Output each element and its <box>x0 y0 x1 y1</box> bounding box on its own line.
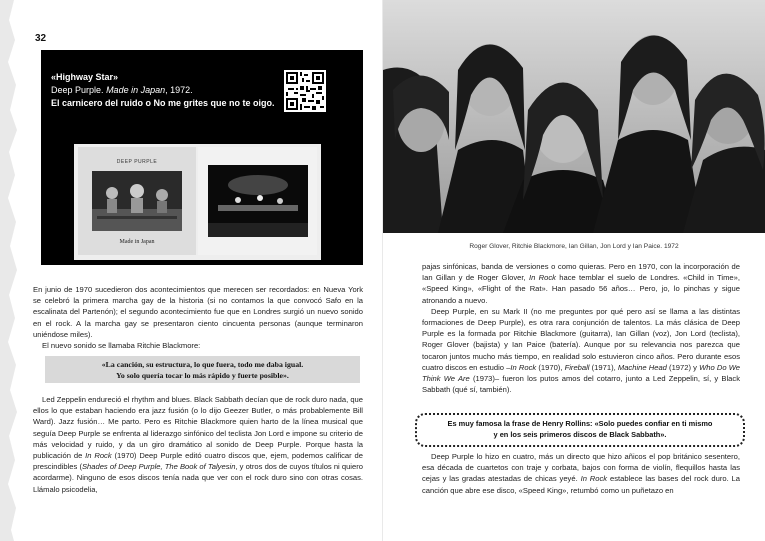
album-title-script: Made in Japan <box>119 239 155 245</box>
left-body-text-continued <box>33 394 363 495</box>
album-ref: Fireball <box>564 362 590 372</box>
left-page <box>0 0 382 541</box>
quote-line: «La canción, su estructura, lo que fuera, todo me daba igual. <box>101 360 304 369</box>
paragraph: En junio de 1970 sucedieron dos acontecimientos que merecen ser recordados: en Nueva York se celebró la primera marcha gay de la historia (si no contamos la que convocó Safo en la escalinata del Partenón); el segundo acontecimiento fue que en Londres surgió un nuevo sonido en el rock. A la marcha gay se presentaron ciento cincuenta personas (aunque terminaron uniéndose miles). <box>33 285 363 339</box>
torn-edge <box>0 0 22 541</box>
artist-name: Deep Purple. <box>51 85 104 95</box>
text-run: pajas sinfónicas, banda de versiones o como quieras. Pero en 1970, con la incorporación de Ian Gillan y de Roger Glover, <box>422 262 740 283</box>
paragraph <box>422 306 740 396</box>
album-ref: In Rock <box>85 451 112 461</box>
band-photo <box>383 0 765 233</box>
text-run: hace temblar el suelo de Londres. «Child in Time», «Speed King», «Flight of the Rat». Han pasado 56 años… Pero, jo, lo pinchas y sigue atronando a nuevo. <box>422 273 740 305</box>
music-box <box>41 50 363 265</box>
text-run: , y otros dos de cuyos títulos ni quiero acordarme). Ninguno de esos discos tenía nada que ver con el rock duro sino con otras cosas. Llámalo psicodelia, <box>33 462 363 494</box>
right-page <box>383 0 765 541</box>
album-ref: In Rock <box>510 362 537 372</box>
highlight-line: Es muy famosa la frase de Henry Rollins: «Solo puedes confiar en ti mismo <box>447 419 713 428</box>
album-ref: In Rock <box>528 273 556 283</box>
album-ref: Who Do We Think We Are <box>422 362 740 384</box>
qr-code-graphic <box>284 70 326 112</box>
album-cover <box>74 144 321 260</box>
text-run: Deep Purple, en su Mark II (no me preguntes por qué pero así se llama a las distintas formaciones de Deep Purple), es otra rara conjunción de talentos. La más clásica de Deep Purple es la formada por Ritchie Blackmore (guitarra), Ian Gillan (voz), Jon Lord (teclista), Roger Glover (bajista) y Ian Paice (batería). Aunque por su relevancia nos parezca que tocaron juntos mucho más tiempo, en realidad solo estuvieron cinco años. Pero durante esos cuatro discos en estudio – <box>422 306 740 372</box>
left-body-text <box>33 284 363 351</box>
text-run: (1970), <box>536 362 565 372</box>
album-ref: In Rock <box>580 474 608 484</box>
quote-line: Yo solo quería tocar lo más rápido y fuerte posible». <box>116 371 289 380</box>
text-run: (1971), <box>589 362 618 372</box>
paragraph <box>422 261 740 306</box>
album-cover-back <box>198 147 317 255</box>
album-year: , 1972. <box>165 85 193 95</box>
right-body-text-continued <box>422 451 740 496</box>
paragraph <box>33 394 363 495</box>
text-run: (1972) y <box>666 362 700 372</box>
paragraph: El nuevo sonido se llamaba Ritchie Blackmore: <box>42 341 201 351</box>
band-photo-graphic <box>383 0 765 233</box>
text-run: (1970) Deep Purple editó cuatro discos que, ejem, podemos calificar de prescindibles ( <box>33 451 363 472</box>
text-run: Led Zeppelin endureció el rhythm and blues. Black Sabbath decían que de rock duro nada, que ellos lo que estaban haciendo era jazz fusión (o lo dijo Geezer Butler, o más probablemente Bill Ward). Jazz fusión… Me parto. Pero es Ritchie Blackmore quien harto de la línea musical que seguía Deep Purple se enfrenta al liderazgo sinfónico del teclista Jon Lord e impone su criterio de más velocidad y ruido, y da un giro dramático al sonido de Deep Purple. Porque hasta la publicación de <box>33 395 363 461</box>
highlight-line: y en los seis primeros discos de Black Sabbath». <box>493 430 667 439</box>
concert-photo <box>92 171 182 231</box>
text-run: establece las bases del rock duro. La canción que abre ese disco, «Speed King», retumbó como un puñetazo en <box>422 474 741 495</box>
song-info <box>51 85 193 95</box>
album-name: Made in Japan <box>106 85 166 95</box>
album-ref: Shades of Deep Purple, The Book of Talyesin <box>81 462 236 472</box>
album-ref: Machine Head <box>617 362 667 372</box>
album-band-label: DEEP PURPLE <box>116 159 158 165</box>
qr-code[interactable] <box>284 70 326 112</box>
photo-caption: Roger Glover, Ritchie Blackmore, Ian Gillan, Jon Lord y Ian Paice. 1972 <box>469 243 679 250</box>
song-tagline: El carnicero del ruido o No me grites que no te oigo. <box>51 98 275 108</box>
text-run: (1973)– fueron los putos amos del cotarro, junto a Led Zeppelin, sí, y Black Sabbath (qué sí, también). <box>422 374 740 395</box>
right-body-text <box>422 261 740 395</box>
pull-quote <box>45 356 360 383</box>
page-number: 32 <box>35 33 47 44</box>
text-run: Deep Purple lo hizo en cuatro, más un directo que hizo añicos el pop británico sesentero, esa década de cuartetos con traje y corbata, bajos con forma de violín, flequillos hasta las cejas y las gradas atestadas de chicas yeyé. <box>422 452 740 484</box>
paragraph <box>422 451 740 496</box>
album-cover-front <box>78 147 196 255</box>
song-title: «Highway Star» <box>51 72 119 82</box>
concert-stage-photo <box>208 165 308 237</box>
highlight-quote <box>415 413 745 447</box>
